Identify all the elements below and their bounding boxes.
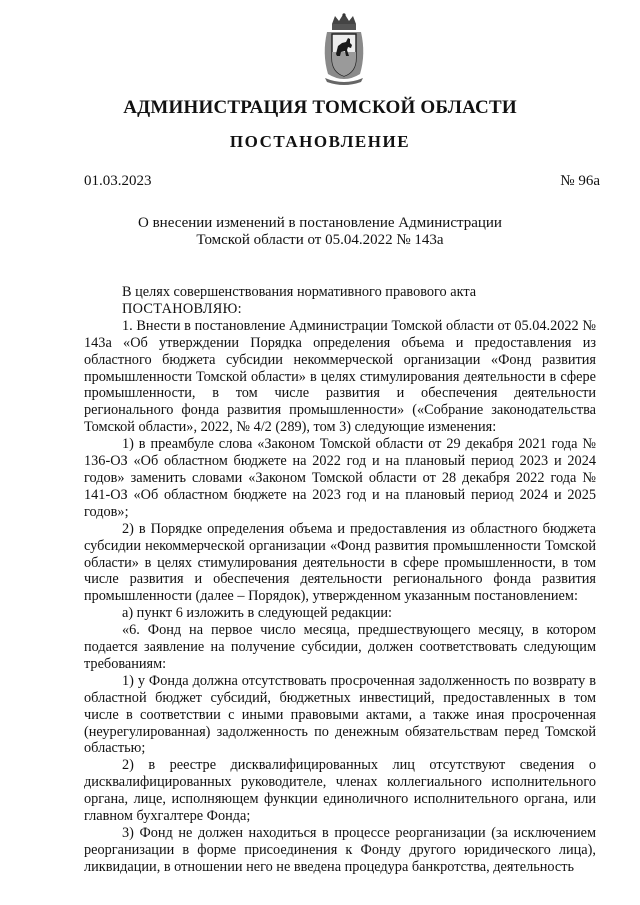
body-paragraph: В целях совершенствования нормативного правового акта [122, 284, 477, 300]
body-paragraph: 2) в реестре дисквалифицированных лиц отсутствуют сведения о дисквалифицированных руководителе, членах коллегиального исполнительного органа, лице, исполняющем функции единоличного исполнительного органа, или главном бухгалтере Фонда; [84, 757, 596, 825]
document-body [84, 284, 596, 876]
body-paragraph: 1) в преамбуле слова «Законом Томской области от 29 декабря 2021 года № 136-ОЗ «Об областном бюджете на 2022 год и на плановый период 2023 и 2024 годов» заменить словами «Законом Томской области от 28 декабря 2022 года № 141-ОЗ «Об областном бюджете на 2023 год и на плановый период 2024 и 2025 годов»; [84, 436, 596, 520]
body-paragraph: а) пункт 6 изложить в следующей редакции: [122, 605, 392, 622]
coat-of-arms-icon [319, 12, 369, 86]
document-date: 01.03.2023 [84, 173, 152, 189]
body-paragraph: 1) у Фонда должна отсутствовать просроченная задолженность по возврату в областной бюджет субсидий, бюджетных инвестиций, предоставленных в том числе в соответствии с иными правовыми актами, а также иная просроченная (неурегулированная) задолженность по денежным обязательствам перед Томской областью; [84, 672, 596, 757]
document-type-title: ПОСТАНОВЛЕНИЕ [229, 132, 411, 151]
body-paragraph: 1. Внести в постановление Администрации Томской области от 05.04.2022 № 143а «Об утверждении Порядка определения объема и предоставления из областного бюджета субсидии некоммерческой организации «Фонд развития промышленности Томской области» в целях стимулирования деятельности в сфере промышленности, в том числе развития и обеспечения деятельности регионального фонда развития промышленности» («Собрание законодательства Томской области», 2022, № 4/2 (289), том 3) следующие изменения: [84, 317, 596, 436]
organization-title: АДМИНИСТРАЦИЯ ТОМСКОЙ ОБЛАСТИ [123, 97, 517, 118]
body-paragraph: 2) в Порядке определения объема и предоставления из областного бюджета субсидии некоммерческой организации «Фонд развития промышленности Томской области» в целях стимулирования деятельности в сфере промышленности, в том числе развития и обеспечения деятельности регионального фонда развития промышленности (далее – Порядок), утвержденном указанным постановлением: [84, 520, 596, 605]
body-paragraph: «6. Фонд на первое число месяца, предшествующего месяцу, в котором подается заявление на получение субсидии, должен соответствовать следующим требованиям: [84, 622, 596, 672]
body-paragraph: 3) Фонд не должен находиться в процессе реорганизации (за исключением реорганизации в форме присоединения к Фонду другого юридического лица), ликвидации, в отношении него не введена процедура банкротства, деятельность [84, 825, 596, 875]
subject-line: О внесении изменений в постановление Администрации [138, 215, 502, 231]
decree-word: ПОСТАНОВЛЯЮ: [122, 300, 242, 317]
document-subject [0, 215, 640, 249]
subject-line: Томской области от 05.04.2022 № 143а [196, 232, 444, 248]
document-number: № 96а [560, 173, 600, 189]
